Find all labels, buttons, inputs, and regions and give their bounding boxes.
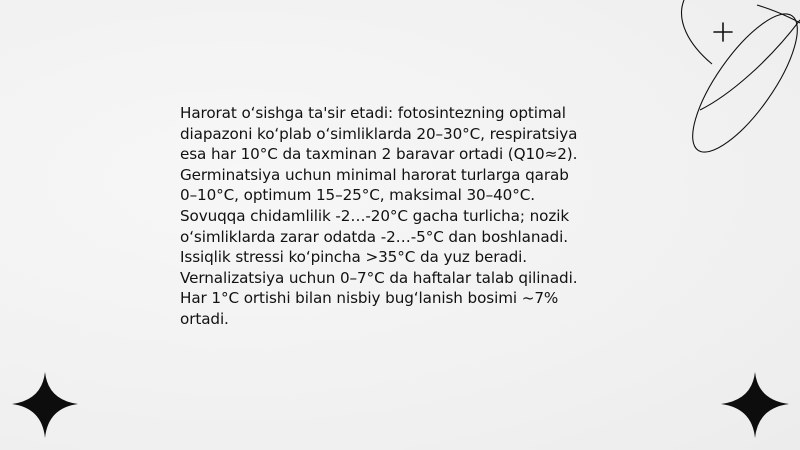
body-text	[180, 103, 620, 330]
four-point-star-icon	[721, 372, 789, 438]
body-line: Issiqlik stressi koʻpincha >35°C da yuz beradi.	[180, 248, 527, 267]
orbit-lines-icon	[675, 0, 800, 166]
body-line: esa har 10°C da taxminan 2 baravar ortadi (Q10≈2).	[180, 145, 578, 164]
body-line: ortadi.	[180, 309, 229, 328]
body-line: Germinatsiya uchun minimal harorat turlarga qarab	[180, 165, 569, 184]
body-line: Harorat oʻsishga ta'sir etadi: fotosintezning optimal	[180, 104, 566, 122]
body-line: diapazoni koʻplab oʻsimliklarda 20–30°C, respiratsiya	[180, 124, 578, 143]
body-line: Har 1°C ortishi bilan nisbiy bugʻlanish bosimi ~7%	[180, 289, 559, 308]
body-line: 0–10°C, optimum 15–25°C, maksimal 30–40°C.	[180, 186, 535, 205]
four-point-star-icon	[12, 372, 78, 438]
sparkle-small-icon	[714, 23, 732, 41]
body-line: Vernalizatsiya uchun 0–7°C da haftalar talab qilinadi.	[180, 268, 578, 287]
body-line: oʻsimliklarda zarar odatda -2…-5°C dan boshlanadi.	[180, 227, 568, 246]
body-line: Sovuqqa chidamlilik -2…-20°C gacha turlicha; nozik	[180, 206, 570, 225]
